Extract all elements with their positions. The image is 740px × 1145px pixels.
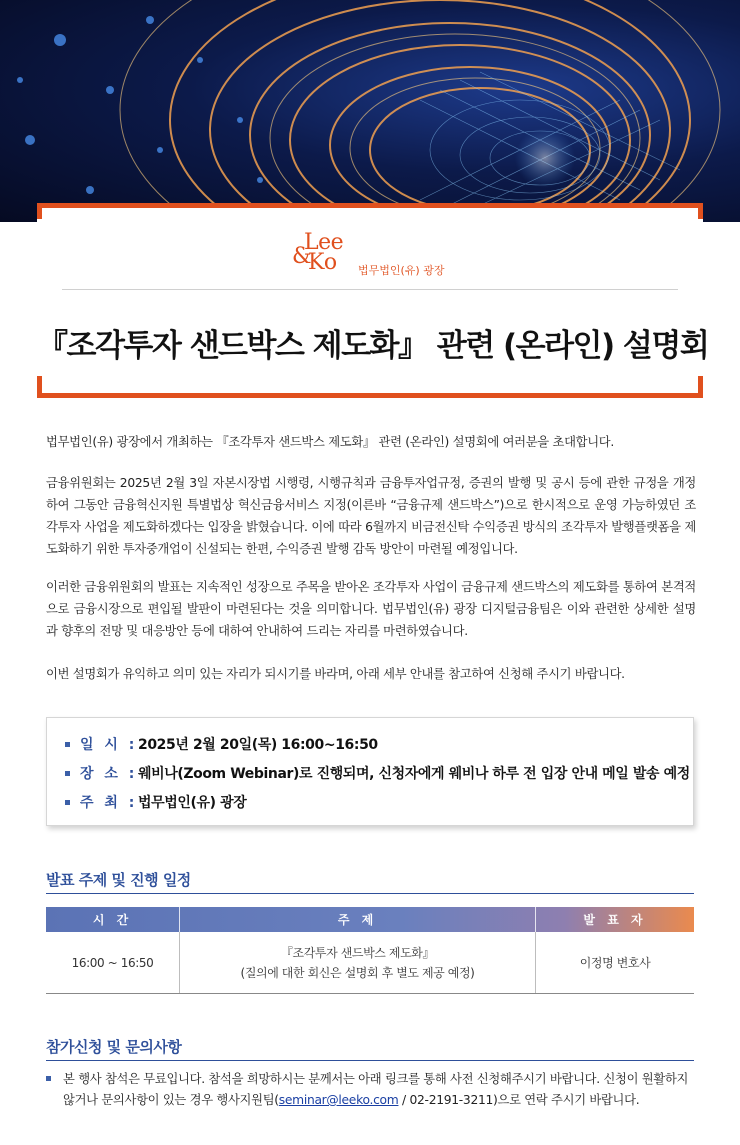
- cell-speaker: 이정명 변호사: [579, 955, 651, 970]
- header-speaker: 발 표 자: [583, 913, 647, 927]
- registration-text-before: 본 행사 참석은 무료입니다. 참석을 희망하시는 분께서는 아래 링크를 통해 사전 신청해주시기 바랍니다. 신청이 원활하지 않거나 문의사항이 있는 경우 행사지원팀(: [63, 1072, 689, 1107]
- lee-ko-logo: [292, 230, 462, 276]
- topic-title: 『조각투자 샌드박스 제도화』: [280, 945, 435, 960]
- logo-line2: Ko: [308, 250, 338, 275]
- page-title: 『조각투자 샌드박스 제도화』 관련 (온라인) 설명회: [37, 328, 709, 364]
- registration-notice: [46, 1069, 696, 1111]
- card-bottom-frame: [37, 376, 703, 398]
- intro-paragraph: 법무법인(유) 광장에서 개최하는 『조각투자 샌드박스 제도화』 관련 (온라인) 설명회에 여러분을 초대합니다.: [46, 435, 614, 449]
- event-info-box: [46, 717, 694, 826]
- significance-paragraph: 이러한 금융위원회의 발표는 지속적인 성장으로 주목을 받아온 조각투자 사업이 금융규제 샌드박스의 제도화를 통하여 본격적으로 금융시장으로 편입될 발판이 마련된다는 것을 의미합니다. 법무법인(유) 광장 디지털금융팀은 이와 관련한 상세한 설명과 향후의 전망 및 대응방안 등에 대하여 안내하여 드리는 자리를 마련하였습니다.: [46, 580, 696, 638]
- background-paragraph: 금융위원회는 2025년 2월 3일 자본시장법 시행령, 시행규칙과 금융투자업규정, 증권의 발행 및 공시 등에 관한 규정을 개정하여 그동안 금융혁신지원 특별법상 혁신금융서비스 지정(이른바 “금융규제 샌드박스”)으로 한시적으로 운영 가능하였던 조각투자 사업을 제도화하겠다는 입장을 밝혔습니다. 이에 따라 6월까지 비금전신탁 수익증권 방식의 조각투자 발행플랫폼을 제도화하기 위한 투자중개업이 신설되는 한편, 수익증권 발행 감독 방안이 마련될 예정입니다.: [46, 476, 696, 556]
- logo-line1: Lee: [304, 230, 344, 255]
- registration-section-title: 참가신청 및 문의사항: [46, 1038, 182, 1056]
- closing-paragraph: 이번 설명회가 유익하고 의미 있는 자리가 되시기를 바라며, 아래 세부 안내를 참고하여 신청해 주시기 바랍니다.: [46, 667, 625, 681]
- hero-banner-image: [0, 0, 740, 222]
- logo-divider: [62, 289, 678, 290]
- info-row-date: [65, 734, 378, 754]
- table-header: [46, 907, 694, 932]
- schedule-table: [46, 907, 694, 994]
- section-divider: [46, 1060, 694, 1061]
- info-row-host: [65, 792, 246, 812]
- logo-subtitle: 법무법인(유) 광장: [358, 264, 445, 277]
- cell-time: 16:00 ~ 16:50: [46, 932, 180, 993]
- place-value: 웨비나(Zoom Webinar)로 진행되며, 신청자에게 웨비나 하루 전 입장 안내 메일 발송 예정: [138, 766, 690, 782]
- bullet-icon: [46, 1076, 51, 1081]
- header-topic: 주 제: [180, 907, 536, 932]
- host-label: 주 최 :: [80, 795, 138, 811]
- info-row-place: [65, 763, 690, 783]
- section-divider: [46, 893, 694, 894]
- registration-text: [63, 1069, 696, 1111]
- schedule-section-title: 발표 주제 및 진행 일정: [46, 871, 191, 889]
- bullet-icon: [65, 771, 70, 776]
- host-value: 법무법인(유) 광장: [138, 795, 247, 811]
- date-value: 2025년 2월 20일(목) 16:00~16:50: [138, 737, 378, 753]
- email-link[interactable]: seminar@leeko.com: [278, 1093, 399, 1107]
- bullet-icon: [65, 742, 70, 747]
- date-label: 일 시 :: [80, 737, 138, 753]
- abstract-light-rings-graphic: [0, 0, 740, 222]
- table-row: [46, 932, 694, 994]
- card-top-frame: [37, 203, 703, 219]
- topic-note: (질의에 대한 회신은 설명회 후 별도 제공 예정): [240, 965, 475, 980]
- place-label: 장 소 :: [80, 766, 138, 782]
- cell-topic: [180, 932, 536, 993]
- header-time: 시 간: [46, 907, 180, 932]
- registration-text-after: / 02-2191-3211)으로 연락 주시기 바랍니다.: [398, 1093, 640, 1107]
- bullet-icon: [65, 800, 70, 805]
- logo-ampersand: &: [292, 244, 312, 269]
